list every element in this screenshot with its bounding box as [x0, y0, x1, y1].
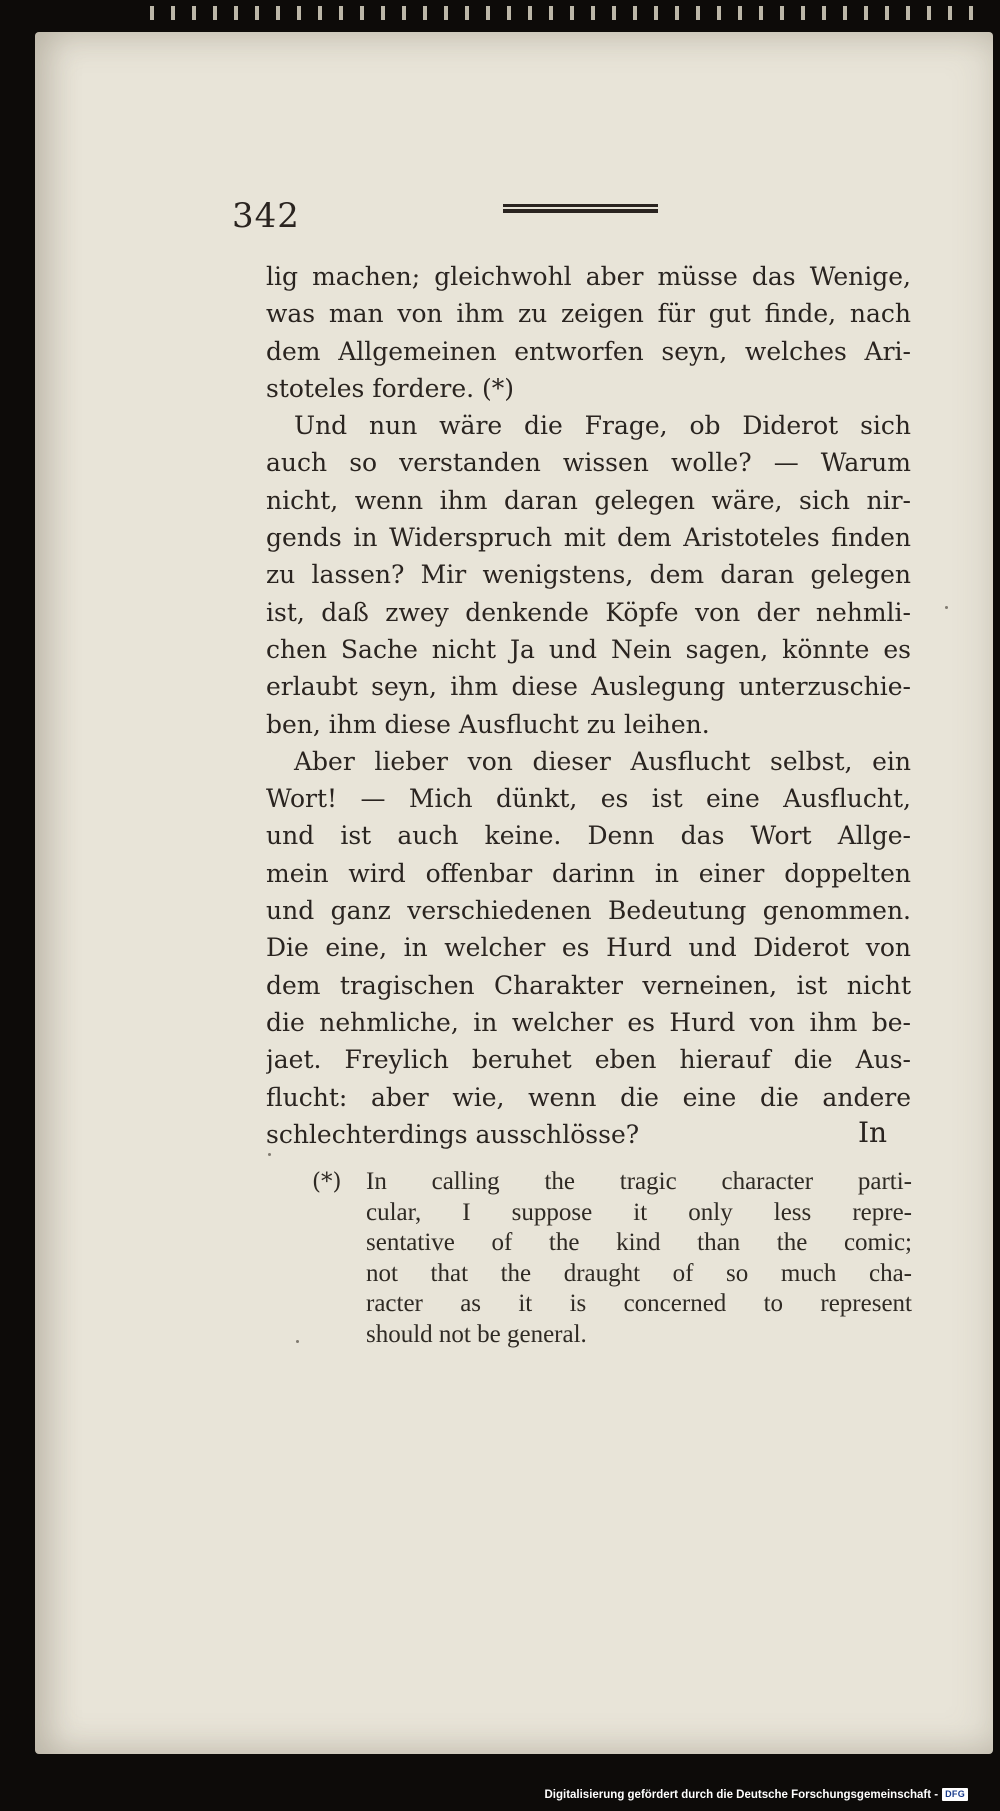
- text-line: Und nun wäre die Frage, ob Diderot sich: [294, 411, 911, 441]
- text-line: was man von ihm zu zeigen für gut finde, nach: [266, 299, 911, 329]
- text-line: dem Allgemeinen entworfen seyn, welches Ari-: [266, 336, 911, 366]
- text-line: auch so verstanden wissen wolle? — Warum: [266, 448, 911, 478]
- text-line: Wort! — Mich dünkt, es ist eine Ausflucht,: [266, 784, 911, 814]
- footnote-line: not that the draught of so much cha-: [366, 1259, 912, 1287]
- text-line: mein wird offenbar darinn in einer doppelten: [266, 858, 911, 888]
- footnote-line: sentative of the kind than the comic;: [366, 1229, 912, 1256]
- footnote-line: In calling the tragic character parti-: [366, 1168, 912, 1195]
- text-line: lig machen; gleichwohl aber müsse das Wenige,: [266, 262, 911, 291]
- text-line: chen Sache nicht Ja und Nein sagen, könnte es: [266, 634, 911, 664]
- text-line: stoteles fordere. (*): [266, 373, 515, 403]
- page-number: 342: [232, 196, 300, 236]
- text-line: dem tragischen Charakter verneinen, ist nicht: [266, 970, 911, 1000]
- text-line: gends in Widerspruch mit dem Aristoteles finden: [266, 523, 911, 553]
- header-rule: [503, 204, 658, 215]
- credit-text: Digitalisierung gefördert durch die Deutsche Forschungsgemeinschaft -: [544, 1788, 939, 1801]
- text-line: nicht, wenn ihm daran gelegen wäre, sich nir-: [266, 485, 911, 515]
- footnote-marker: (*): [312, 1169, 342, 1195]
- text-line: ist, daß zwey denkende Köpfe von der nehmli-: [266, 597, 911, 627]
- text-line: Aber lieber von dieser Ausflucht selbst, ein: [294, 746, 911, 776]
- main-text-block: [266, 258, 911, 1153]
- header-rule-line-top: [503, 204, 658, 207]
- digitization-credit: [544, 1788, 968, 1801]
- text-line: und ist auch keine. Denn das Wort Allge-: [266, 821, 911, 851]
- text-line: schlechterdings ausschlösse?: [266, 1119, 640, 1149]
- footnote-line: should not be general.: [366, 1320, 587, 1348]
- text-line: zu lassen? Mir wenigstens, dem daran gelegen: [266, 560, 911, 590]
- scan-ruler-marks: [150, 6, 980, 20]
- paper-speck: [296, 1340, 299, 1343]
- text-line: jaet. Freylich beruhet eben hierauf die Aus-: [266, 1045, 911, 1075]
- text-line: und ganz verschiedenen Bedeutung genommen.: [266, 896, 911, 926]
- footnote-line: racter as it is concerned to represent: [366, 1290, 912, 1317]
- text-line: Die eine, in welcher es Hurd und Diderot von: [266, 933, 911, 963]
- paper-speck: [945, 606, 948, 609]
- footnote-line: cular, I suppose it only less repre-: [366, 1198, 912, 1226]
- footnote-text: [366, 1167, 912, 1350]
- text-line: ben, ihm diese Ausflucht zu leihen.: [266, 709, 710, 739]
- text-line: die nehmliche, in welcher es Hurd von ihm be-: [266, 1007, 911, 1037]
- text-line: flucht: aber wie, wenn die eine die andere: [266, 1082, 911, 1112]
- header-rule-line-bottom: [503, 209, 658, 213]
- paper-speck: [268, 1153, 271, 1156]
- text-line: erlaubt seyn, ihm diese Auslegung unterzuschie-: [266, 672, 911, 702]
- catchword: In: [858, 1116, 888, 1149]
- dfg-logo: DFG: [942, 1788, 968, 1801]
